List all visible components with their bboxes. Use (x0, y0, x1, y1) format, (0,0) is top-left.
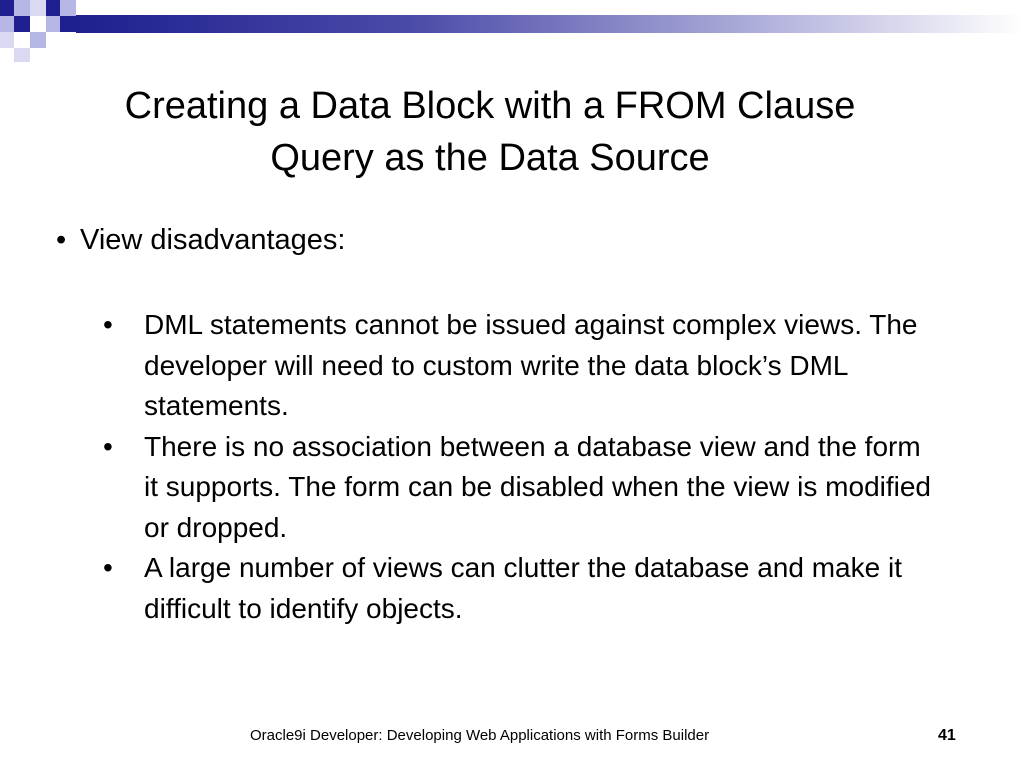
decoration-square (60, 16, 76, 32)
sub-bullet-text: A large number of views can clutter the database and make it difficult to identify objects. (144, 552, 902, 624)
sub-bullet-list (103, 305, 933, 629)
sub-bullet-text: There is no association between a database view and the form it supports. The form can be disabled when the view is modified or dropped. (144, 430, 932, 543)
decoration-square (30, 32, 46, 48)
bullet-icon: • (103, 430, 113, 462)
header-gradient-bar (76, 15, 1024, 33)
slide-title-line: Query as the Data Source (270, 137, 710, 179)
bullet-icon: • (103, 309, 113, 340)
decoration-square (14, 0, 30, 16)
decoration-square (60, 0, 76, 16)
sub-bullet-item (103, 305, 933, 427)
decoration-square (0, 16, 14, 32)
main-bullet (56, 220, 345, 260)
decoration-square (14, 16, 30, 32)
bullet-icon: • (56, 224, 67, 256)
page-number: 41 (938, 727, 956, 744)
bullet-icon: • (103, 552, 113, 583)
sub-bullet-text: DML statements cannot be issued against complex views. The developer will need to custom write the data block’s DML statements. (144, 309, 918, 421)
decoration-square (30, 0, 46, 16)
decoration-square (46, 16, 60, 32)
decoration-square (46, 0, 60, 16)
footer-text: Oracle9i Developer: Developing Web Applications with Forms Builder (250, 727, 710, 744)
sub-bullet-item (103, 427, 933, 549)
slide-title-line: Creating a Data Block with a FROM Clause (124, 85, 856, 127)
decoration-square (0, 0, 14, 16)
slide-title (30, 80, 950, 184)
main-bullet-text: View disadvantages: (80, 224, 346, 256)
decoration-square (0, 32, 14, 48)
decoration-square (14, 48, 30, 62)
sub-bullet-item (103, 548, 933, 629)
